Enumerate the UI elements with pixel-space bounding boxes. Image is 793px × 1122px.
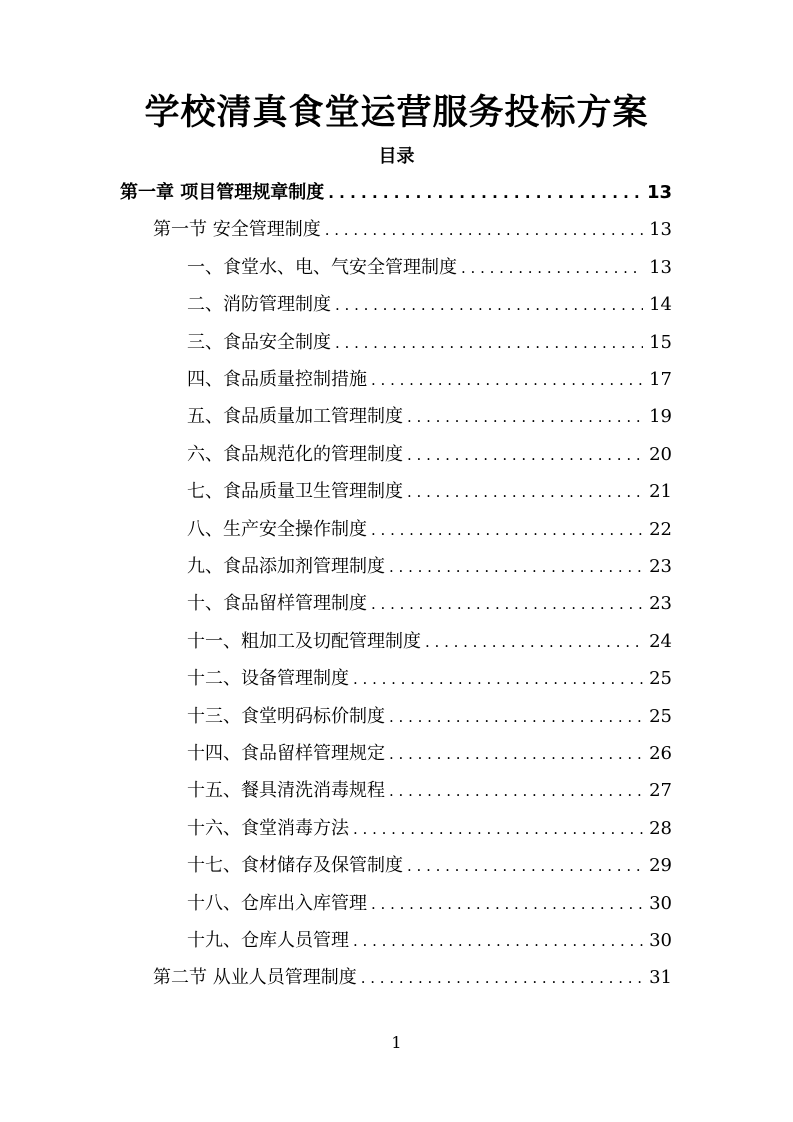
toc-leader-dots	[461, 250, 643, 287]
toc-entry-page: 23	[649, 556, 672, 577]
toc-entry-page: 21	[649, 481, 672, 503]
toc-entry-label: 十四、食品留样管理规定	[187, 743, 385, 764]
toc-entry-page: 14	[649, 294, 672, 316]
toc-entry-label: 十二、设备管理制度	[187, 668, 349, 690]
toc-entry-page: 23	[649, 593, 672, 615]
toc-entry[interactable]	[187, 511, 672, 548]
toc-entry-label: 二、消防管理制度	[187, 294, 331, 316]
toc-entry-label: 一、食堂水、电、气安全管理制度	[187, 256, 457, 278]
toc-entry[interactable]	[187, 810, 672, 847]
toc-entry-page: 27	[649, 780, 672, 802]
toc-entry-page: 20	[649, 443, 672, 465]
toc-entry-page: 17	[649, 369, 672, 390]
toc-leader-dots	[335, 325, 643, 362]
page-number: 1	[391, 1033, 402, 1052]
toc-entry-page: 22	[649, 518, 672, 540]
toc-entry[interactable]	[187, 847, 672, 884]
toc-entry[interactable]	[187, 436, 672, 473]
toc-leader-dots	[407, 848, 643, 885]
toc-leader-dots	[353, 811, 643, 848]
toc-entry[interactable]	[187, 249, 672, 286]
toc-entry[interactable]	[187, 286, 672, 323]
toc-entry[interactable]	[153, 211, 672, 248]
toc-entry[interactable]	[187, 361, 672, 398]
toc-heading: 目录	[378, 146, 415, 167]
toc-leader-dots	[371, 512, 643, 549]
toc-entry[interactable]	[153, 959, 672, 996]
toc-leader-dots	[407, 437, 643, 474]
toc-leader-dots	[328, 175, 641, 212]
toc-entry-page: 13	[649, 256, 672, 278]
toc-entry[interactable]	[187, 585, 672, 622]
toc-leader-dots	[353, 661, 643, 698]
toc-entry-label: 第一章 项目管理规章制度	[120, 182, 325, 203]
toc-leader-dots	[389, 736, 643, 773]
toc-entry-label: 六、食品规范化的管理制度	[187, 443, 403, 465]
toc-leader-dots	[335, 287, 643, 324]
toc-entry-label: 第一节 安全管理制度	[153, 219, 321, 241]
toc-entry-page: 13	[649, 219, 672, 241]
toc-entry[interactable]	[120, 174, 672, 211]
toc-entry[interactable]	[187, 660, 672, 697]
toc-entry-page: 13	[646, 182, 672, 203]
toc-entry-label: 第二节 从业人员管理制度	[153, 967, 357, 989]
toc-leader-dots	[389, 549, 643, 586]
toc-leader-dots	[425, 624, 643, 661]
toc-leader-dots	[389, 773, 643, 810]
toc-entry-page: 29	[649, 855, 672, 877]
toc-entry-label: 七、食品质量卫生管理制度	[187, 481, 403, 503]
toc-leader-dots	[353, 923, 643, 960]
document-title: 学校清真食堂运营服务投标方案	[144, 93, 649, 133]
toc-leader-dots	[371, 886, 643, 923]
toc-entry-page: 26	[649, 743, 672, 764]
toc-leader-dots	[407, 399, 643, 436]
toc-entry-page: 28	[649, 817, 672, 839]
toc-entry-label: 八、生产安全操作制度	[187, 518, 367, 540]
toc-entry-label: 十九、仓库人员管理	[187, 930, 349, 951]
toc-leader-dots	[371, 362, 643, 399]
toc-entry-page: 24	[649, 630, 672, 652]
toc-entry-label: 五、食品质量加工管理制度	[187, 406, 403, 428]
toc-entry[interactable]	[187, 698, 672, 735]
toc-entry-label: 十、食品留样管理制度	[187, 593, 367, 615]
toc-entry-page: 25	[649, 705, 672, 727]
toc-entry[interactable]	[187, 735, 672, 772]
toc-entry[interactable]	[187, 922, 672, 959]
toc-entry[interactable]	[187, 623, 672, 660]
toc-entry-page: 31	[649, 967, 672, 989]
toc-entry-label: 四、食品质量控制措施	[187, 369, 367, 390]
toc-leader-dots	[325, 212, 643, 249]
toc-entry[interactable]	[187, 473, 672, 510]
toc-entry-label: 十七、食材储存及保管制度	[187, 855, 403, 877]
toc-entry-page: 30	[649, 892, 672, 914]
toc-entry[interactable]	[187, 772, 672, 809]
toc-leader-dots	[389, 699, 643, 736]
toc-leader-dots	[371, 586, 643, 623]
toc-leader-dots	[407, 474, 643, 511]
toc-entry-label: 十五、餐具清洗消毒规程	[187, 780, 385, 802]
toc-entry-label: 十一、粗加工及切配管理制度	[187, 630, 421, 652]
toc-leader-dots	[361, 960, 643, 997]
toc-entry-label: 九、食品添加剂管理制度	[187, 556, 385, 577]
toc-entry-page: 19	[649, 406, 672, 428]
toc-entry-label: 三、食品安全制度	[187, 331, 331, 353]
toc-entry[interactable]	[187, 324, 672, 361]
toc-entry-page: 30	[649, 930, 672, 951]
toc-entry-page: 15	[649, 331, 672, 353]
toc-entry-label: 十六、食堂消毒方法	[187, 817, 349, 839]
toc-entry-label: 十三、食堂明码标价制度	[187, 705, 385, 727]
toc-entry[interactable]	[187, 885, 672, 922]
toc-entry-label: 十八、仓库出入库管理	[187, 892, 367, 914]
toc-entry-page: 25	[649, 668, 672, 690]
toc-entry[interactable]	[187, 548, 672, 585]
toc-entry[interactable]	[187, 398, 672, 435]
